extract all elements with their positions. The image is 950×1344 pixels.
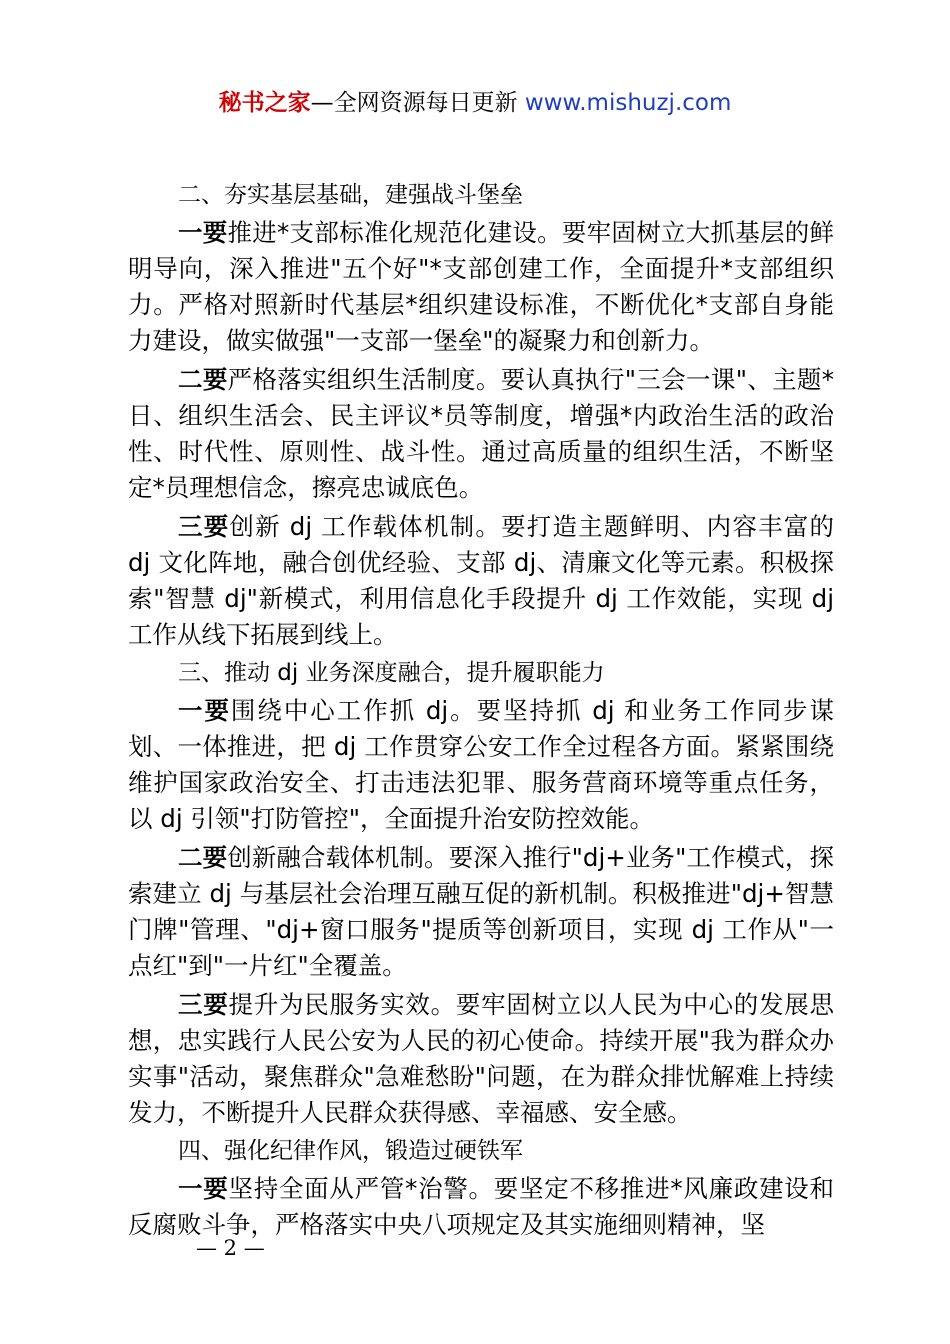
paragraph-lead: 一要 — [178, 218, 228, 247]
paragraph-text: 推进*支部标准化规范化建设。要牢固树立大抓基层的鲜明导向，深入推进"五个好"*支部创建工作，全面提升*支部组织力。严格对照新时代基层*组织建设标准，不断优化*支部自身能力建设，做实做强"一支部一堡垒"的凝聚力和创新力。 — [128, 218, 835, 355]
paragraph-lead: 二要 — [178, 365, 228, 394]
banner-tagline: —全网资源每日更新 — [310, 90, 525, 116]
paragraph-lead: 一要 — [178, 1174, 229, 1203]
paragraph-text: 围绕中心工作抓 dj。要坚持抓 dj 和业务工作同步谋划、一体推进，把 dj 工作贯穿公安工作全过程各方面。紧紧围绕维护国家政治安全、打击违法犯罪、服务营商环境等重点任务，以 dj 引领"打防管控"，全面提升治安防控效能。 — [128, 696, 834, 833]
paragraph — [128, 840, 834, 984]
document-body — [128, 178, 834, 1246]
page-number: — 2 — — [196, 1236, 265, 1260]
paragraph — [128, 1171, 834, 1243]
paragraph-text: 严格落实组织生活制度。要认真执行"三会一课"、主题*日、组织生活会、民主评议*员等制度，增强*内政治生活的政治性、时代性、原则性、战斗性。通过高质量的组织生活，不断坚定*员理想信念，擦亮忠诚底色。 — [128, 365, 835, 502]
paragraph — [128, 509, 834, 653]
banner-brand: 秘书之家 — [218, 90, 311, 116]
section-heading: 三、推动 dj 业务深度融合，提升履职能力 — [178, 660, 605, 686]
banner-url[interactable]: www.mishuzj.com — [524, 90, 732, 116]
paragraph — [128, 362, 834, 506]
paragraph — [128, 215, 834, 359]
paragraph-lead: 三要 — [178, 990, 229, 1019]
paragraph-text: 创新融合载体机制。要深入推行"dj+业务"工作模式，探索建立 dj 与基层社会治理互融互促的新机制。积极推进"dj+智慧门牌"管理、"dj+窗口服务"提质等创新项目，实现 dj 工作从"一点红"到"一片红"全覆盖。 — [128, 843, 834, 980]
paragraph-lead: 一要 — [178, 696, 231, 725]
site-banner — [0, 88, 950, 118]
paragraph-lead: 三要 — [178, 512, 230, 541]
paragraph-text: 创新 dj 工作载体机制。要打造主题鲜明、内容丰富的 dj 文化阵地，融合创优经验、支部 dj、清廉文化等元素。积极探索"智慧 dj"新模式，利用信息化手段提升 dj 工作效能，实现 dj 工作从线下拓展到线上。 — [128, 512, 834, 649]
paragraph-lead: 二要 — [178, 843, 228, 872]
paragraph-text: 提升为民服务实效。要牢固树立以人民为中心的发展思想，忠实践行人民公安为人民的初心使命。持续开展"我为群众办实事"活动，聚焦群众"急难愁盼"问题，在为群众排忧解难上持续发力，不断提升人民群众获得感、幸福感、安全感。 — [128, 990, 835, 1127]
paragraph — [128, 987, 834, 1131]
section-heading: 四、强化纪律作风，锻造过硬铁军 — [178, 1138, 523, 1164]
section-heading: 二、夯实基层基础，建强战斗堡垒 — [178, 182, 523, 208]
paragraph-text: 坚持全面从严管*治警。要坚定不移推进*风廉政建设和反腐败斗争，严格落实中央八项规定及其实施细则精神，坚 — [128, 1174, 835, 1239]
paragraph — [128, 693, 834, 837]
